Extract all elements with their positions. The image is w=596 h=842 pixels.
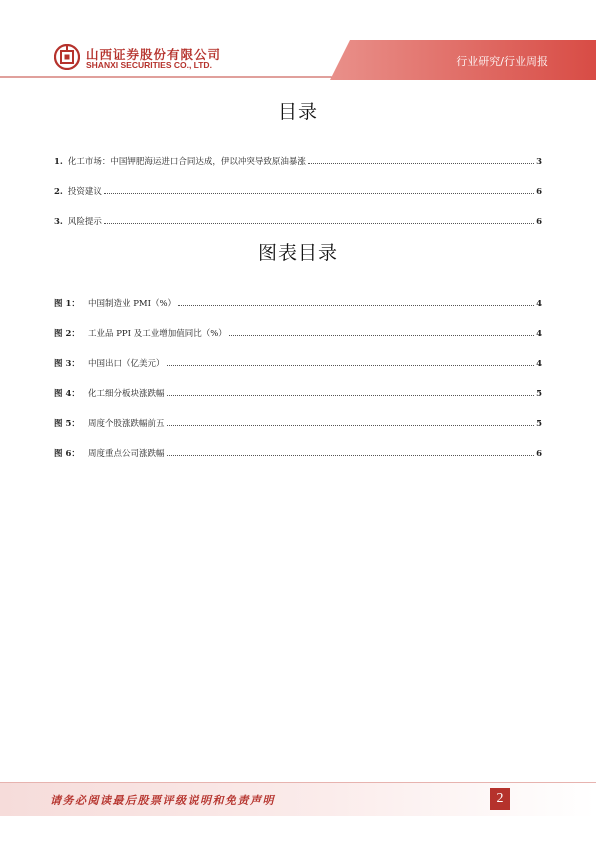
page-footer [0,782,596,816]
toc-leader-dots [308,162,534,164]
toc-entry-number: 1. [54,157,63,167]
figure-toc-entry[interactable] [54,309,542,339]
figure-label: 工业品 PPI 及工业增加值同比（%） [88,329,227,339]
figure-number: 图 5： [54,419,80,429]
figure-number: 图 1： [54,299,80,309]
figure-page: 4 [536,359,542,369]
toc-entry-label: 投资建议 [67,187,102,197]
figure-label: 周度重点公司涨跌幅 [88,449,165,459]
page-header [0,0,596,80]
figure-toc-entry[interactable] [54,369,542,399]
toc-leader-dots [229,334,534,336]
toc-leader-dots [167,454,535,456]
figure-label: 周度个股涨跌幅前五 [88,419,165,429]
toc-leader-dots [178,304,534,306]
toc-entry-page: 3 [536,157,542,167]
figure-toc-list [54,279,542,459]
figure-number: 图 3： [54,359,80,369]
figure-toc-heading: 图表目录 [257,242,338,264]
figure-page: 4 [536,329,542,339]
toc-entry-number: 2. [54,187,63,197]
company-logo-icon [54,44,80,70]
toc-entry[interactable] [54,167,542,197]
toc-entry-page: 6 [536,187,542,197]
company-name-cn: 山西证券股份有限公司 [86,47,222,62]
toc-entry-number: 3. [54,217,63,227]
figure-page: 4 [536,299,542,309]
figure-toc-entry[interactable] [54,279,542,309]
figure-number: 图 2： [54,329,80,339]
toc-entry-page: 6 [536,217,542,227]
toc-entry-label: 化工市场：中国钾肥海运进口合同达成，伊以冲突导致原油暴涨 [67,157,306,167]
figure-label: 化工细分板块涨跌幅 [88,389,165,399]
toc-leader-dots [167,424,535,426]
figure-toc-entry[interactable] [54,339,542,369]
toc-leader-dots [104,222,534,224]
figure-label: 中国制造业 PMI（%） [88,299,177,309]
toc-leader-dots [104,192,534,194]
toc-entry[interactable] [54,197,542,227]
company-name-en: SHANXI SECURITIES CO., LTD. [86,60,212,70]
disclaimer-text: 请务必阅读最后股票评级说明和免责声明 [50,794,275,807]
toc-entry[interactable] [54,137,542,167]
toc-list [54,137,542,227]
toc-entry-label: 风险提示 [67,217,102,227]
figure-page: 5 [536,419,542,429]
figure-page: 6 [536,449,542,459]
page-number: 2 [490,788,510,810]
figure-toc-entry[interactable] [54,399,542,429]
figure-page: 5 [536,389,542,399]
toc-heading: 目录 [277,101,318,123]
toc-leader-dots [167,394,535,396]
toc-leader-dots [167,364,535,366]
figure-number: 图 6： [54,449,80,459]
figure-toc-entry[interactable] [54,429,542,459]
report-type-label: 行业研究/行业周报 [456,55,548,68]
figure-label: 中国出口（亿美元） [88,359,165,369]
figure-number: 图 4： [54,389,80,399]
